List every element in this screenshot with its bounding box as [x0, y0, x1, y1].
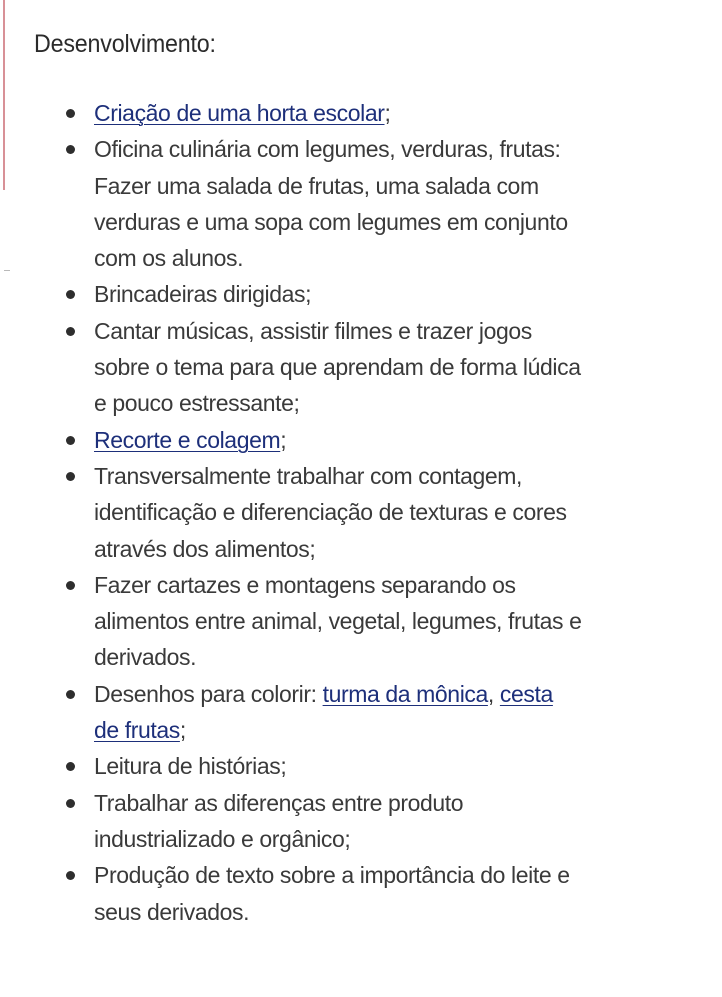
list-item — [62, 857, 582, 930]
list-item-suffix: ; — [179, 717, 186, 744]
list-item-text: Fazer cartazes e montagens separando os alimentos entre animal, vegetal, legumes, frutas e derivados. — [94, 571, 582, 671]
bullet-icon — [66, 472, 75, 481]
turma-da-monica-link[interactable]: turma da mônica — [322, 680, 488, 707]
section-heading: Desenvolvimento: — [34, 30, 216, 58]
list-item-prefix: Desenhos para colorir: — [94, 680, 323, 707]
list-item-separator: , — [487, 680, 500, 707]
list-item-suffix: ; — [384, 100, 391, 126]
list-item — [62, 131, 582, 276]
bullet-icon — [66, 109, 75, 118]
list-item — [62, 422, 582, 458]
list-item-text: Brincadeiras dirigidas; — [94, 281, 312, 308]
activity-list — [62, 95, 582, 930]
bullet-icon — [66, 799, 75, 808]
bullet-icon — [66, 871, 75, 880]
list-item — [62, 567, 582, 676]
recorte-colagem-link[interactable]: Recorte e colagem — [94, 426, 281, 453]
list-item — [62, 748, 582, 784]
list-item — [62, 276, 582, 312]
horta-escolar-link[interactable]: Criação de uma horta escolar — [94, 100, 385, 126]
bullet-icon — [66, 436, 75, 445]
list-item-suffix: ; — [280, 426, 287, 453]
list-item-text: Cantar músicas, assistir filmes e trazer jogos sobre o tema para que aprendam de forma lúdica e pouco estressante; — [94, 317, 581, 417]
bullet-icon — [66, 327, 75, 336]
list-item — [62, 95, 582, 131]
list-item-text: Trabalhar as diferenças entre produto industrializado e orgânico; — [94, 789, 464, 852]
list-item-text: Leitura de histórias; — [94, 753, 287, 780]
list-item — [62, 458, 582, 567]
list-item — [62, 785, 582, 858]
bullet-icon — [66, 290, 75, 299]
list-item — [62, 313, 582, 422]
list-item — [62, 676, 582, 749]
bullet-icon — [66, 690, 75, 699]
bullet-icon — [66, 581, 75, 590]
list-item-text: Produção de texto sobre a importância do leite e seus derivados. — [94, 862, 570, 925]
bullet-icon — [66, 762, 75, 771]
cesta-de-frutas-link[interactable]: cesta de frutas — [94, 680, 553, 744]
left-edge-dot — [4, 270, 10, 271]
list-item-text: Transversalmente trabalhar com contagem, identificação e diferenciação de texturas e cores através dos alimentos; — [94, 462, 567, 562]
list-item-text: Oficina culinária com legumes, verduras, frutas: Fazer uma salada de frutas, uma salada com verduras e uma sopa com legumes em conjunto com os alunos. — [94, 136, 568, 272]
bullet-icon — [66, 145, 75, 154]
left-edge-mark — [3, 0, 5, 190]
